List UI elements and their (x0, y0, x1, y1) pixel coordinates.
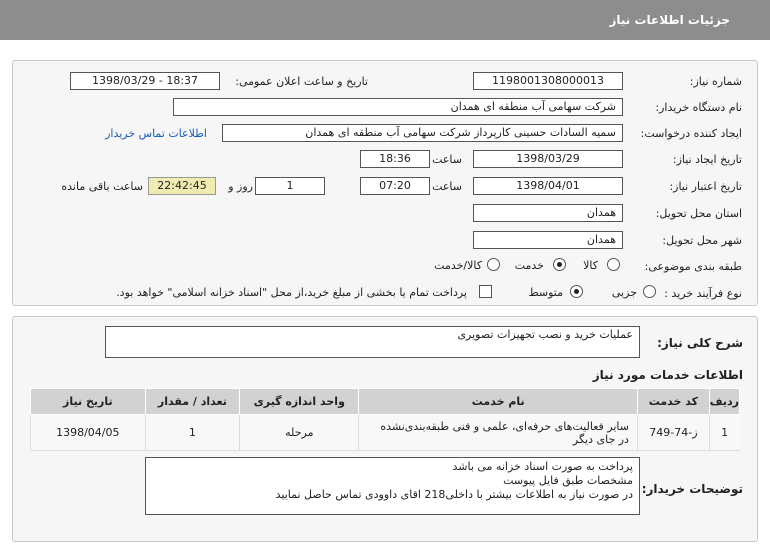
create-date-field: 1398/03/29 (473, 150, 623, 168)
row-service-name: سایر فعالیت‌های حرفه‌ای، علمی و فنی طبقه‌بندی‌نشده در جای دیگر (359, 415, 638, 451)
create-time-label: ساعت (432, 153, 462, 166)
category-goods-service-radio[interactable] (487, 258, 500, 271)
validity-time-label: ساعت (432, 180, 462, 193)
validity-time-field: 07:20 (360, 177, 430, 195)
create-date-label: تاریخ ایجاد نیاز: (672, 153, 742, 166)
buyer-note-line: مشخصات طبق فایل پیوست (503, 474, 633, 487)
table-row (31, 415, 740, 451)
row-index: 1 (709, 415, 739, 451)
services-table (30, 388, 740, 451)
create-time-field: 18:36 (360, 150, 430, 168)
subject-category-label: طبقه بندی موضوعی: (644, 260, 742, 273)
col-service-code: کد خدمت (637, 389, 709, 415)
validity-date-field: 1398/04/01 (473, 177, 623, 195)
treasury-payment-note: پرداخت تمام یا بخشی از مبلغ خرید،از محل "اسناد خزانه اسلامی" خواهد بود. (116, 286, 467, 299)
delivery-city-field: همدان (473, 231, 623, 249)
category-goods-radio[interactable] (607, 258, 620, 271)
delivery-city-label: شهر محل تحویل: (662, 234, 742, 247)
purchase-minor-radio[interactable] (643, 285, 656, 298)
category-service-label: خدمت (514, 259, 544, 272)
buyer-notes-field (145, 457, 640, 515)
purchase-minor-label: جزیی (611, 286, 637, 299)
days-label: روز و (228, 180, 253, 193)
remaining-days-field: 1 (255, 177, 325, 195)
services-table-header (31, 389, 740, 415)
need-number-label: شماره نیاز: (689, 75, 742, 88)
announce-datetime-label: تاریخ و ساعت اعلان عمومی: (235, 75, 368, 88)
col-index: ردیف (709, 389, 739, 415)
row-need-date: 1398/04/05 (31, 415, 146, 451)
remaining-time-field: 22:42:45 (148, 177, 216, 195)
buyer-notes-label: توضیحات خریدار: (641, 482, 743, 496)
request-creator-field: سمیه السادات حسینی کارپرداز شرکت سهامی آب منطقه ای همدان (222, 124, 623, 142)
buyer-org-field: شرکت سهامی آب منطقه ای همدان (173, 98, 623, 116)
row-service-code: ز-74-749 (637, 415, 709, 451)
general-description-field: عملیات خرید و نصب تجهیزات تصویری (105, 326, 640, 358)
buyer-contact-link[interactable]: اطلاعات تماس خریدار (105, 127, 207, 140)
category-service-radio[interactable] (553, 258, 566, 271)
col-service-name: نام خدمت (359, 389, 638, 415)
services-table-wrap (30, 388, 740, 451)
delivery-province-field: همدان (473, 204, 623, 222)
delivery-province-label: استان محل تحویل: (655, 207, 742, 220)
category-goods-label: کالا (583, 259, 598, 272)
services-section-title: اطلاعات خدمات مورد نیاز (592, 368, 743, 382)
col-need-date: تاریخ نیاز (31, 389, 146, 415)
purchase-medium-label: متوسط (528, 286, 563, 299)
buyer-note-line: در صورت نیاز به اطلاعات بیشتر با داخلی218 اقای داوودی تماس حاصل نمایید (275, 488, 633, 501)
page-header (0, 0, 770, 40)
treasury-payment-checkbox[interactable] (479, 285, 492, 298)
announce-datetime-field: 1398/03/29 - 18:37 (70, 72, 220, 90)
remaining-time-label: ساعت باقی مانده (61, 180, 143, 193)
buyer-note-line: پرداخت به صورت اسناد خزانه می باشد (452, 460, 633, 473)
need-number-field: 1198001308000013 (473, 72, 623, 90)
category-goods-service-label: کالا/خدمت (434, 259, 482, 272)
buyer-org-label: نام دستگاه خریدار: (655, 101, 742, 114)
purchase-type-label: نوع فرآیند خرید : (664, 287, 742, 300)
request-creator-label: ایجاد کننده درخواست: (640, 127, 742, 140)
page-title: جزئیات اطلاعات نیاز (609, 13, 730, 27)
general-description-label: شرح کلی نیاز: (657, 336, 743, 350)
purchase-medium-radio[interactable] (570, 285, 583, 298)
row-quantity: 1 (145, 415, 240, 451)
row-unit: مرحله (240, 415, 359, 451)
col-quantity: تعداد / مقدار (145, 389, 240, 415)
validity-date-label: تاریخ اعتبار نیاز: (669, 180, 742, 193)
col-unit: واحد اندازه گیری (240, 389, 359, 415)
